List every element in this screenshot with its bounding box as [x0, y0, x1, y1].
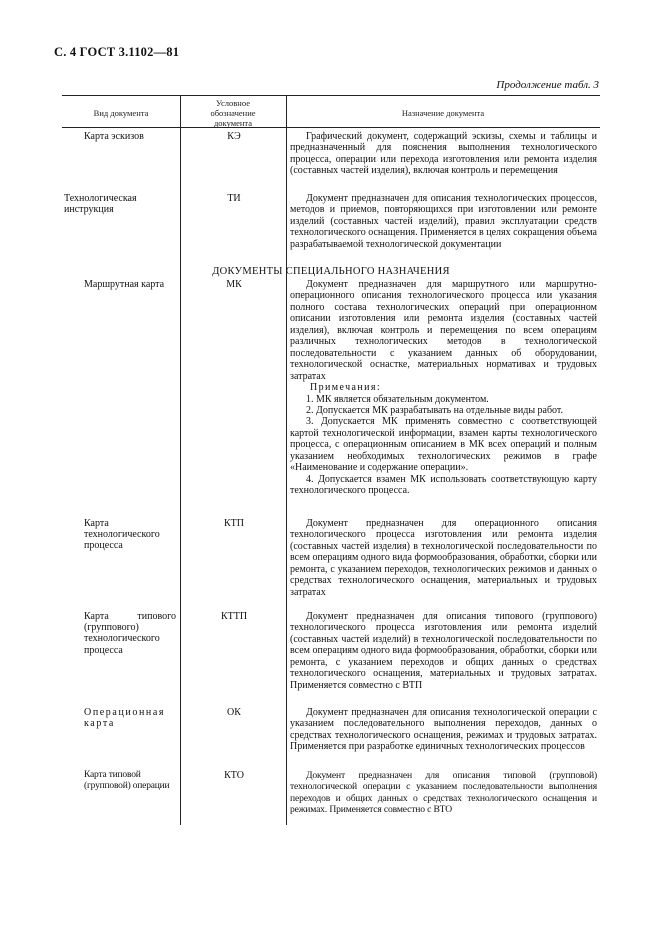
purpose-text: Графический документ, содержащий эскизы, схемы и таблицы и предназначенный для пояснения выполнения технологического процесса, операции или перехода изготовления или ремонта изделия (составных частей изделия), включая контроль и перемещения: [290, 131, 597, 177]
row-tech-instruction-name: Технологическая инструкция: [64, 193, 137, 216]
header-doc-type: Вид документа: [93, 108, 149, 118]
row-typical-operation-card-code: КТО: [224, 770, 244, 781]
row-typical-process-card-name: Карта типового (группового) технологического процесса: [84, 611, 176, 656]
row-process-card-code: КТП: [224, 518, 244, 529]
section-title: ДОКУМЕНТЫ СПЕЦИАЛЬНОГО НАЗНАЧЕНИЯ: [212, 266, 450, 277]
row-route-card-purpose: [290, 279, 597, 497]
row-route-card-code: МК: [226, 279, 242, 290]
purpose-text: Документ предназначен для описания технологических процессов, методов и приемов, повторяющихся при изготовлении или ремонте изделий (составных частей изделий), правил эксплуатации средств технологического оснащения. Применяется в целях сокращения объема разрабатываемой технологической документации: [290, 193, 597, 250]
row-sketch-card-code: КЭ: [227, 131, 241, 142]
table-top-rule: [62, 95, 600, 96]
header-code-line-1: Условное: [216, 98, 250, 108]
page-header: С. 4 ГОСТ 3.1102—81: [54, 45, 180, 59]
purpose-text: Документ предназначен для маршрутного или маршрутно-операционного описания технологического процесса или указания полного состава технологических операций при операционном описании изготовления или ремонта изделия (составных частей изделия), включая контроль и перемещения по всем операциям различных технологических методов в технологической последовательности с указанием данных об оборудовании, технологической оснастке, материальных нормативах и трудовых затратах: [290, 279, 597, 382]
row-sketch-card-purpose: [290, 131, 597, 177]
row-operation-card-code: ОК: [227, 707, 241, 718]
row-route-card-name: Маршрутная карта: [84, 279, 165, 290]
header-purpose: Назначение документа: [401, 108, 485, 118]
row-typical-operation-card-name: Карта типовой (групповой) операции: [84, 770, 170, 792]
note-4: 4. Допускается взамен МК использовать соответствующую карту технологического процесса.: [290, 473, 597, 497]
header-code-line-2: обозначение: [210, 108, 256, 118]
row-tech-instruction-purpose: [290, 193, 597, 250]
purpose-text: Документ предназначен для описания технологической операции с указанием последовательного выполнения переходов, данных о средствах технологического оснащения, режимах и трудовых затратах. Применяется при разработке единичных технологических процессов: [290, 707, 597, 753]
header-code-line-3: документа: [213, 118, 252, 128]
purpose-text: Документ предназначен для описания типовой (групповой) технологической операции с указанием последовательности выполнения переходов и общих данных о средствах технологического оснащения и режимах. Применяется совместно с ВТО: [290, 770, 597, 816]
note-2: 2. Допускается МК разрабатывать на отдельные виды работ.: [306, 404, 564, 416]
purpose-text: Документ предназначен для описания типового (группового) технологического процесса изготовления или ремонта изделий (составных частей изделий) в технологической последовательности по всем операциям одного вида формообразования, обработки, сборки или ремонта, с указанием переходов и общих данных о средствах технологического оснащения, материальных и трудовых затратах. Применяется совместно с ВТП: [290, 611, 597, 691]
row-tech-instruction-code: ТИ: [227, 193, 241, 204]
table-header-rule: [62, 127, 600, 128]
row-sketch-card-name: Карта эскизов: [84, 131, 144, 142]
row-process-card-purpose: [290, 518, 597, 598]
purpose-text: Документ предназначен для операционного описания технологического процесса изготовления или ремонта изделия (составных частей изделия) в технологической последовательности по всем операциям одного вида формообразования, обработки, сборки или ремонта, с указанием переходов, технологических режимов и данных о средствах технологического оснащения, материальных и трудовых затратах: [290, 518, 597, 598]
column-divider-2: [286, 96, 287, 825]
row-typical-process-card-code: КТТП: [220, 611, 248, 622]
row-operation-card-purpose: [290, 707, 597, 753]
header-code: [180, 98, 286, 128]
notes-title: Примечания:: [310, 382, 382, 394]
row-typical-operation-card-purpose: [290, 770, 597, 816]
row-process-card-name: Карта технологического процесса: [84, 518, 160, 552]
row-operation-card-name: Операционная карта: [84, 707, 166, 730]
note-3: 3. Допускается МК применять совместно с соответствующей картой технологической информации, взамен карты технологического процесса, с операционным описанием в МК всех операций и полным указанием необходимых технологических режимов в графе «Наименование и содержание операции».: [290, 416, 597, 474]
row-typical-process-card-purpose: [290, 611, 597, 691]
column-divider-1: [180, 96, 181, 825]
table-continuation-label: Продолжение табл. 3: [496, 79, 599, 91]
note-1: 1. МК является обязательным документом.: [306, 393, 489, 405]
